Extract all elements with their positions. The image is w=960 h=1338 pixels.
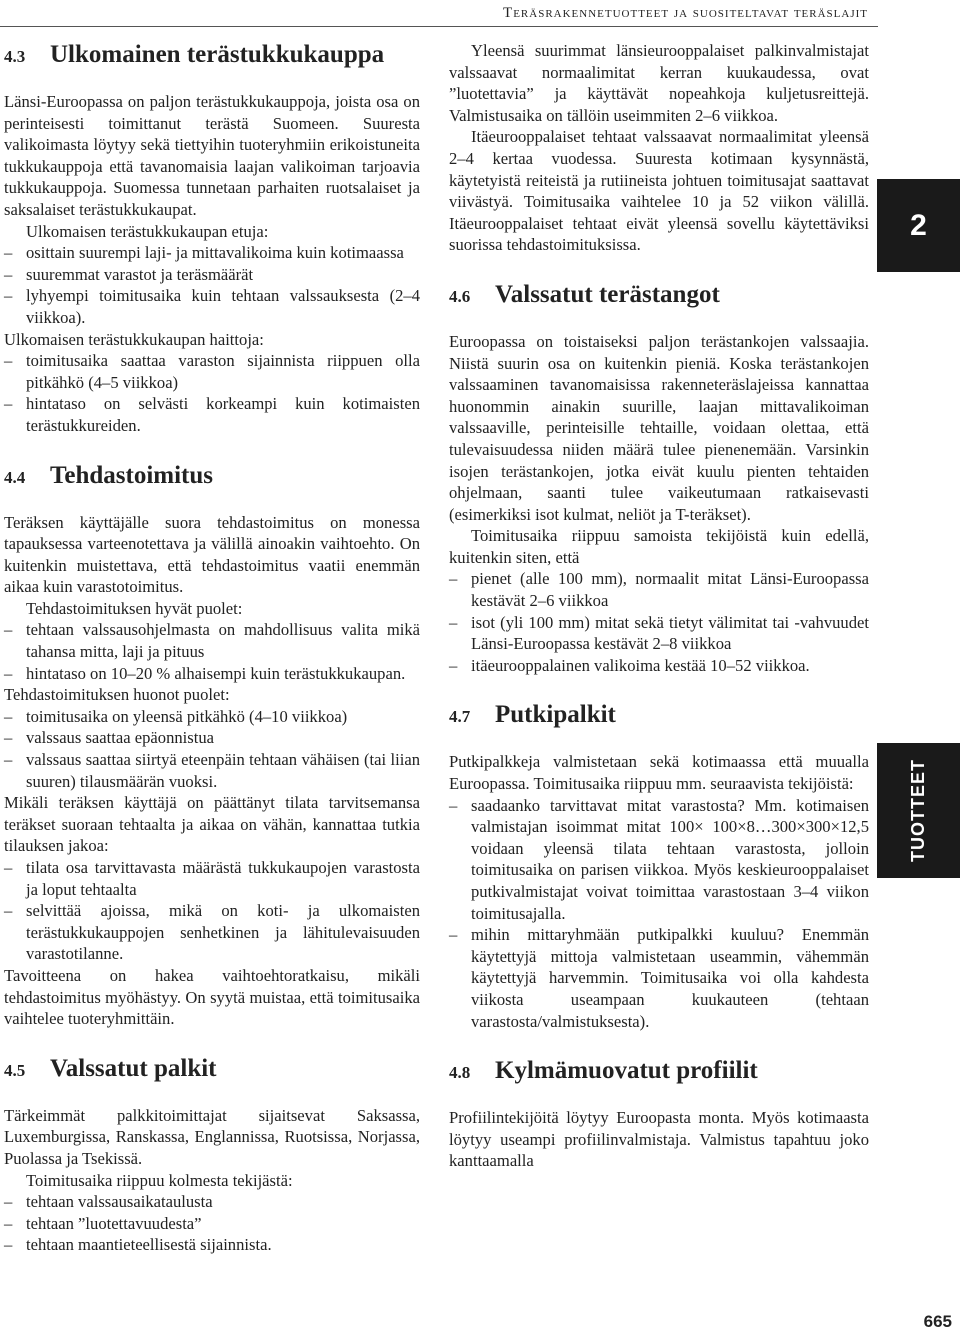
pros-list: [4, 242, 420, 328]
pros-heading: Ulkomaisen terästukkukaupan etuja:: [26, 221, 269, 241]
palkit-paragraph-2: Itäeurooppalaiset tehtaat valssaavat normaalimitat yleensä 2–4 kertaa vuodessa. Suuresta kotimaan kysynnästä, käytetyistä reiteistä ja rutiineista johtuen toimitusajat saattavat viivästyä. Toimitusaika vaihtelee 10 ja 52 viikon välillä. Itäeurooppalaiset tehtaat eivät yleensä sovellu käytettäviksi suorissa tehdastoimituksissa.: [449, 127, 869, 255]
depends-heading: Toimitusaika riippuu kolmesta tekijästä:: [26, 1170, 293, 1190]
section-4-5-intro: Tärkeimmät palkkitoimittajat sijaitsevat Saksassa, Luxemburgissa, Ranskassa, Englannissa, Ruotsissa, Norjassa, Puolassa ja Tsekissä.: [4, 1105, 420, 1168]
bad-list: [4, 706, 420, 792]
section-4-3-intro: Länsi-Euroopassa on paljon terästukkukauppoja, joista osa on perinteisesti toimittanut terästä Suomeen. Suuresta valikoimasta löytyy sekä tiettyihin tuoteryhmiin erikoistuneita tukkukauppoja että tavanomaisia laajan valikoiman tarjoavia tukkukauppoja. Suomessa tunnetaan parhaiten ruotsalaiset ja saksalaiset terästukkukaupat.: [4, 92, 420, 219]
section-number: 4.3: [4, 47, 26, 66]
section-title: Valssatut palkit: [50, 1054, 217, 1082]
page-number: 665: [923, 1312, 952, 1331]
list-item: – osittain suurempi laji- ja mittavalikoima kuin kotimaassa: [4, 242, 420, 264]
list-item: – pienet (alle 100 mm), normaalit mitat Länsi-Euroopassa kestävät 2–6 viikkoa: [449, 568, 869, 611]
list-item: – tilata osa tarvittavasta määrästä tukkukaupojen varastosta ja loput tehtaalta: [4, 857, 420, 900]
section-4-7-intro: Putkipalkkeja valmistetaan sekä kotimaassa että muualla Euroopassa. Toimitusaika riippuu mm. seuraavista tekijöistä:: [449, 752, 869, 794]
list-item: – valssaus saattaa epäonnistua: [4, 727, 420, 749]
section-4-3-heading: [4, 40, 420, 72]
tanko-list: [449, 568, 869, 676]
cons-list: [4, 350, 420, 436]
section-title: Kylmämuovatut profiilit: [495, 1057, 758, 1085]
split-list: [4, 857, 420, 965]
section-4-8-intro: Profiilintekijöitä löytyy Euroopasta monta. Myös kotimaasta löytyy useampi profiilinvalmistaja. Valmistus tapahtuu joko kanttaamalla: [449, 1108, 869, 1171]
cons-heading: Ulkomaisen terästukkukaupan haittoja:: [4, 329, 264, 349]
good-list: [4, 619, 420, 684]
list-item: – selvittää ajoissa, mikä on koti- ja ulkomaisten terästukkukauppojen senhetkinen ja lähitulevaisuuden varastotilanne.: [4, 900, 420, 965]
factor-list: [4, 1191, 420, 1256]
closing-paragraph: Tavoitteena on hakea vaihtoehtoratkaisu, mikäli tehdastoimitus myöhästyy. On syytä muistaa, että toimitusaika vaihtelee tuoteryhmittäin.: [4, 965, 420, 1029]
list-item: – isot (yli 100 mm) mitat sekä tietyt välimitat tai -vahvuudet Länsi-Euroopassa kestävät 2–8 viikkoa: [449, 612, 869, 655]
list-item: – tehtaan valssausohjelmasta on mahdollisuus valita mikä tahansa mitta, laji ja pituus: [4, 619, 420, 662]
split-paragraph: Mikäli teräksen käyttäjä on päättänyt tilata tarvitsemansa teräkset suoraan tehtaalta ja aikaa on vähän, kannattaa tutkia tilauksen jakoa:: [4, 793, 420, 856]
list-item: – tehtaan ”luotettavuudesta”: [4, 1213, 420, 1235]
section-title: Tehdastoimitus: [50, 461, 214, 489]
list-item: – tehtaan valssausaikataulusta: [4, 1191, 420, 1213]
list-item: – saadaanko tarvittavat mitat varastosta? Mm. kotimaisen valmistajan isoimmat mitat 100× 100×8…300×300×12,5 voidaan yleensä tilata tehtaan varastosta, jolloin toimitusaika on parisen viikkoa. Myös keskieurooppalaiset putkivalmistajat voivat toimittaa varastostaan 3–4 viikon toimitusajalla.: [449, 795, 869, 925]
list-item: – mihin mittaryhmään putkipalkki kuuluu? Enemmän käytettyjä mittoja valmistetaan useammin, vähemmän käytettyjä harvemmin. Toimitusaika voi olla kahdesta viikosta useampaan kuukauteen (tehtaan varastosta/valmistuksesta).: [449, 924, 869, 1032]
list-item: – suuremmat varastot ja teräsmäärät: [4, 264, 420, 286]
section-number: 4.5: [4, 1060, 26, 1080]
putki-list: [449, 795, 869, 1033]
chapter-tab-text: TUOTTEET: [908, 759, 928, 862]
section-4-8-heading: [449, 1056, 869, 1088]
section-title: Ulkomainen terästukkukauppa: [50, 41, 385, 68]
list-item: – tehtaan maantieteellisestä sijainnista.: [4, 1234, 420, 1256]
list-item: – hintataso on 10–20 % alhaisempi kuin terästukkukaupan.: [4, 663, 420, 685]
section-number: 4.4: [4, 467, 26, 487]
section-4-4-heading: [4, 461, 420, 493]
chapter-tab-number: 2: [877, 179, 960, 272]
right-column: [449, 40, 869, 1172]
header-rule: [0, 26, 878, 27]
list-item: – lyhyempi toimitusaika kuin tehtaan valssauksesta (2–4 viikkoa).: [4, 285, 420, 328]
chapter-tab-label: [877, 743, 960, 878]
bad-heading: Tehdastoimituksen huonot puolet:: [4, 685, 230, 705]
section-number: 4.7: [449, 707, 471, 727]
section-number: 4.8: [449, 1063, 471, 1083]
palkit-paragraph-1: Yleensä suurimmat länsieurooppalaiset palkinvalmistajat valssaavat normaalimitat kerran kuukaudessa, ovat ”luotettavia” ja käyttävät nopeahkoja kuljetusreittejä. Valmistusaika on tällöin useimmiten 2–6 viikkoa.: [449, 41, 869, 125]
list-item: – valssaus saattaa siirtyä eteenpäin tehtaan vähäisen (tai liian suuren) tilausmäärän vuoksi.: [4, 749, 420, 792]
list-item: – itäeurooppalainen valikoima kestää 10–52 viikkoa.: [449, 655, 869, 677]
section-title: Valssatut terästangot: [495, 280, 720, 308]
list-item: – hintataso on selvästi korkeampi kuin kotimaisten terästukkureiden.: [4, 393, 420, 436]
list-item: – toimitusaika saattaa varaston sijainnista riippuen olla pitkähkö (4–5 viikkoa): [4, 350, 420, 393]
section-4-4-intro: Teräksen käyttäjälle suora tehdastoimitus on monessa tapauksessa varteenotettava ja välillä ainoakin vaihtoehto. On kuitenkin muistettava, että tehdastoimitus vaatii enemmän aikaa kuin varastotoimitus.: [4, 512, 420, 597]
left-column: [4, 40, 420, 1256]
section-title: Putkipalkit: [495, 701, 616, 729]
running-header: Teräsrakennetuotteet ja suositeltavat teräslajit: [503, 5, 868, 21]
list-item: – toimitusaika on yleensä pitkähkö (4–10 viikkoa): [4, 706, 420, 728]
section-4-7-heading: [449, 700, 869, 732]
good-heading: Tehdastoimituksen hyvät puolet:: [26, 598, 243, 618]
section-4-5-heading: [4, 1054, 420, 1086]
section-number: 4.6: [449, 286, 471, 306]
section-4-6-heading: [449, 280, 869, 312]
section-4-6-intro: Euroopassa on toistaiseksi paljon terästankojen valssaajia. Niistä suurin osa on kuitenkin pieniä. Koska terästankojen valssaaminen tavanomaisissa rakenneteräslajeissa kannattaa huonommin ainakin suurille, laajan mittavalikoiman valssaaville, perinteisille tehtaille, voidaan olettaa, että tulevaisuudessa niiden määrä tulee pienenemään. Varsinkin isojen terästankojen, jotka eivät kuulu pienten tehtaiden ohjelmaan, saanti tulee vaikeutumaan ratkaisevasti (esimerkiksi isot kulmat, neliöt ja T-teräkset).: [449, 331, 869, 524]
depends-heading: Toimitusaika riippuu samoista tekijöistä kuin edellä, kuitenkin siten, että: [449, 526, 869, 567]
